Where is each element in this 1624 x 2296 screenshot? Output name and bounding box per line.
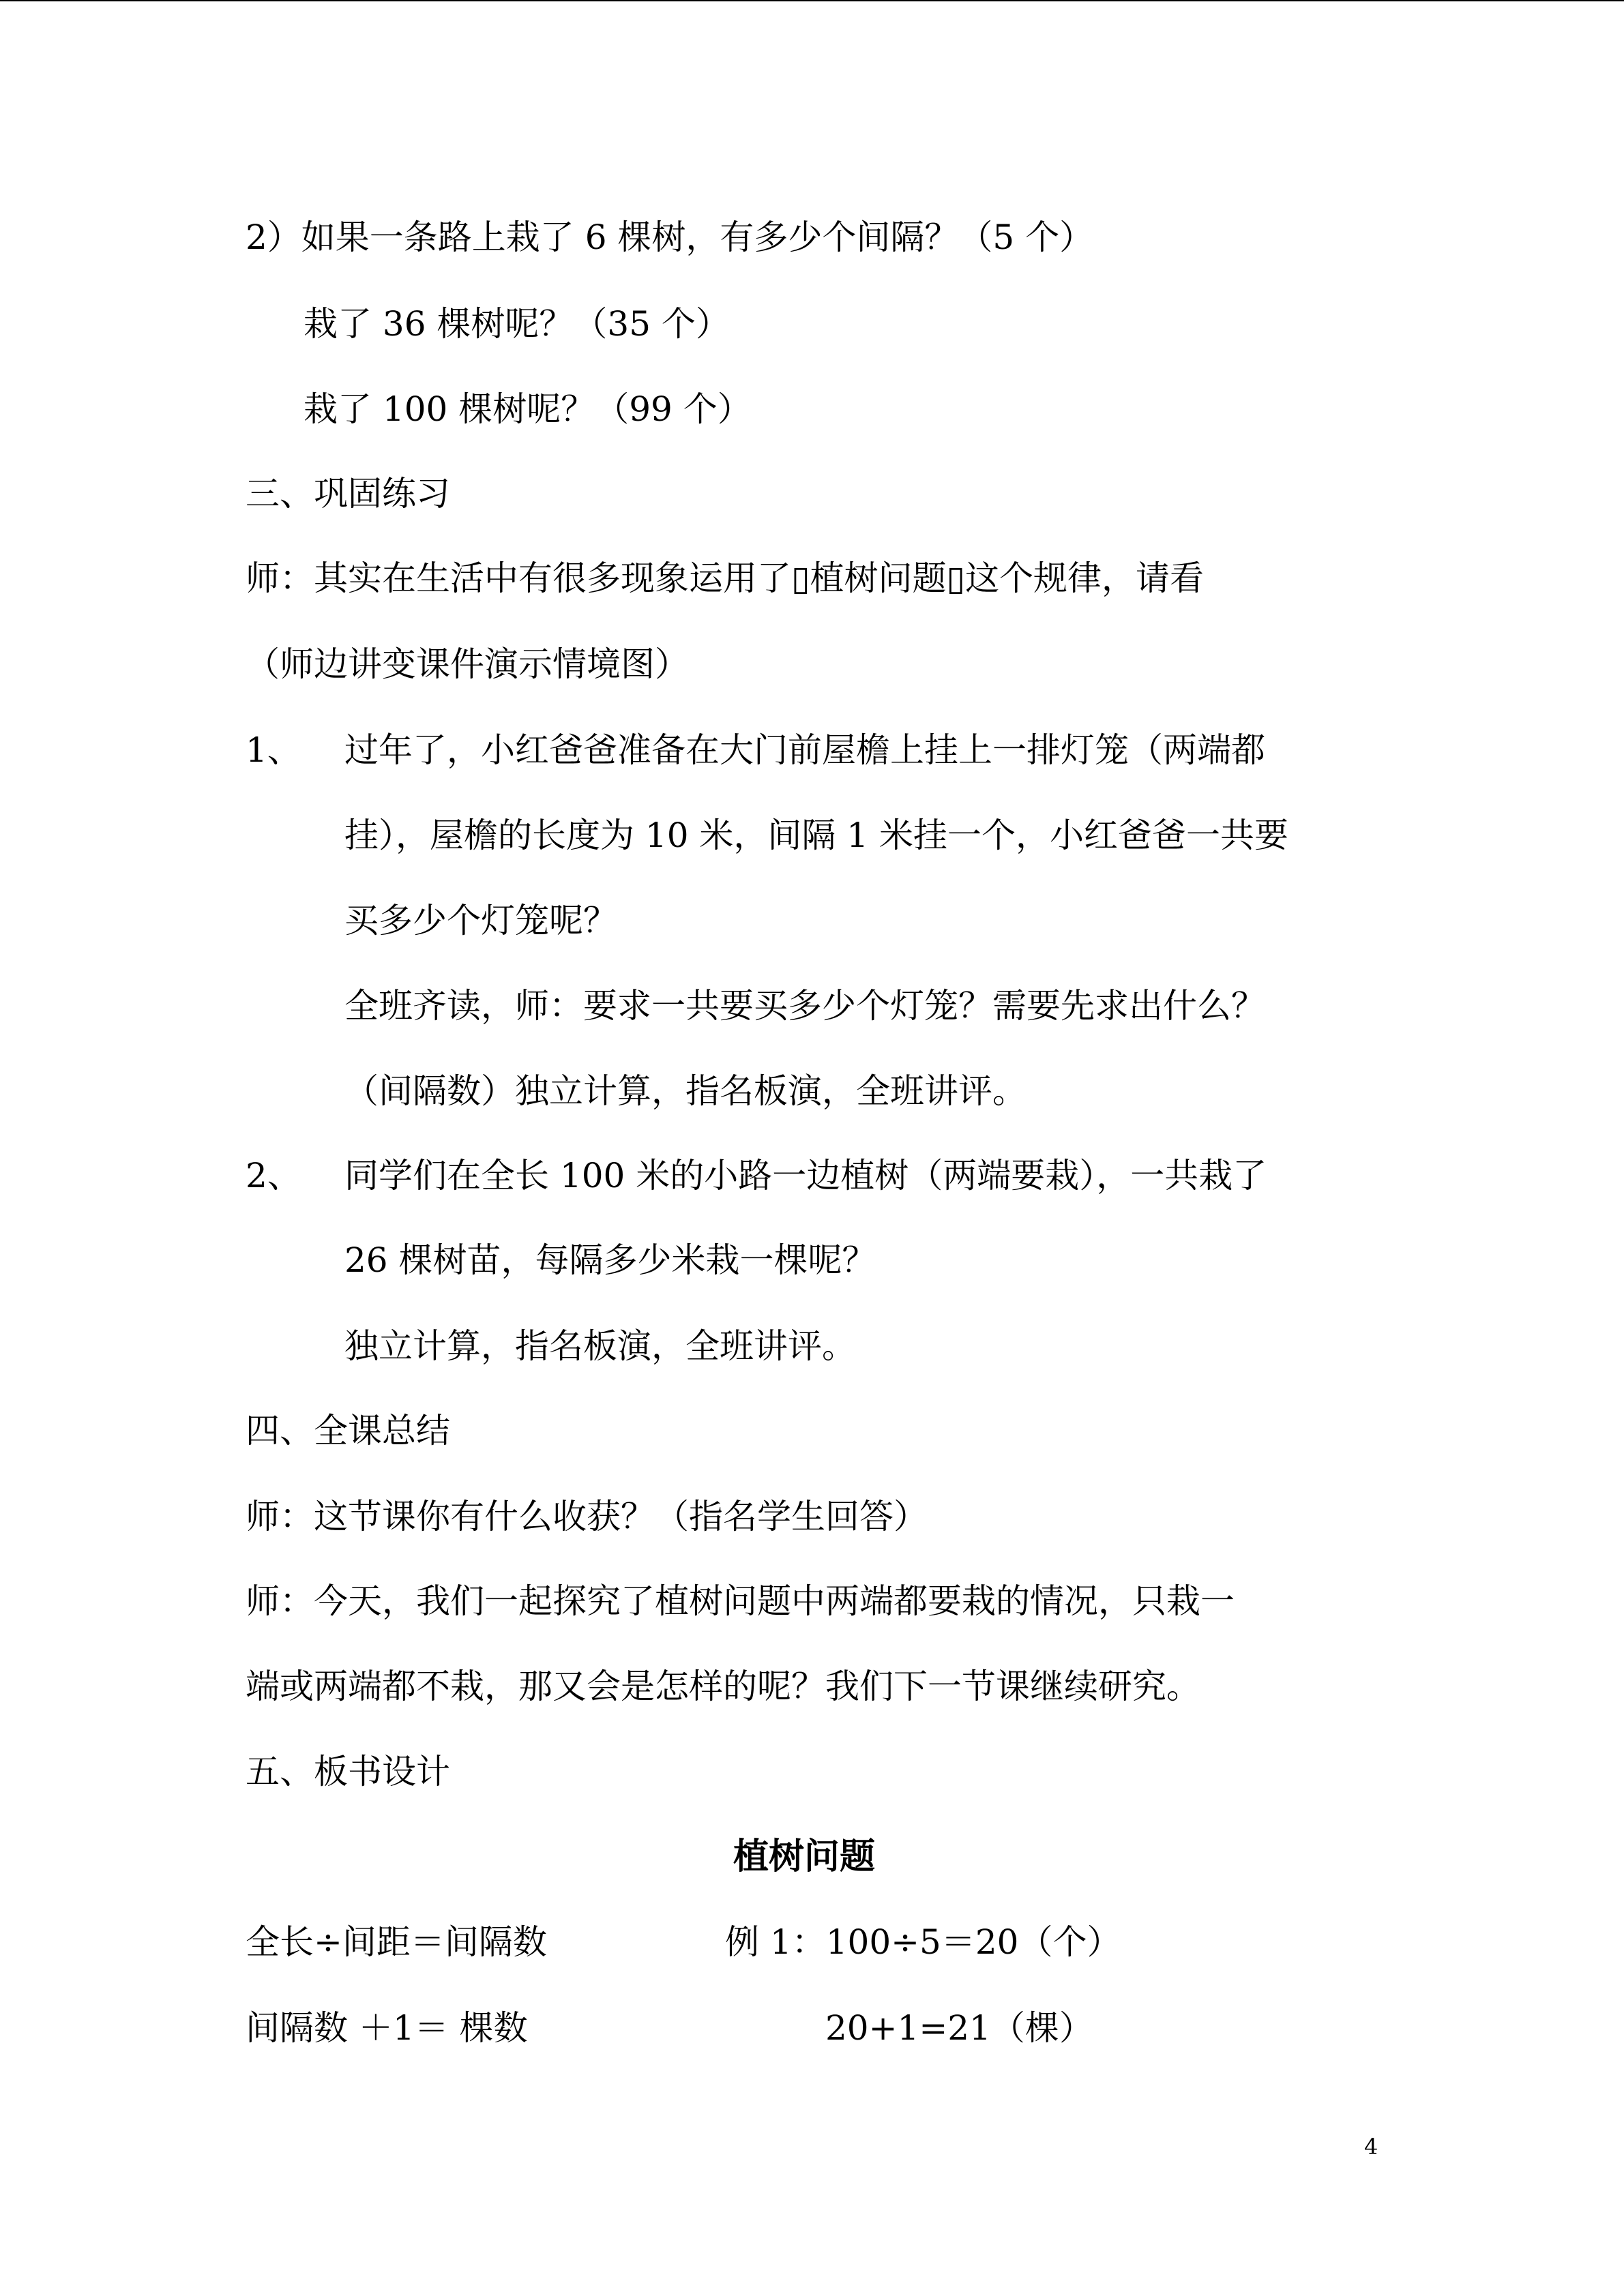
list-number: 1、 [246, 730, 301, 770]
list-item-text: 过年了，小红爸爸准备在大门前屋檐上挂上一排灯笼（两端都 [344, 730, 1265, 770]
list-item-text: 全班齐读，师：要求一共要买多少个灯笼？需要先求出什么？ [344, 986, 1265, 1026]
list-item-text: 挂），屋檐的长度为 10 米，间隔 1 米挂一个，小红爸爸一共要 [344, 816, 1289, 855]
section-heading: 五、板书设计 [246, 1752, 450, 1791]
list-item-text: （间隔数）独立计算，指名板演，全班讲评。 [344, 1071, 1027, 1111]
top-border [0, 0, 1624, 1]
board-title: 植树问题 [733, 1836, 876, 1877]
text-line: 栽了 100 棵树呢？（99 个） [304, 389, 752, 429]
list-item-text: 26 棵树苗，每隔多少米栽一棵呢？ [344, 1240, 876, 1280]
text-line: 端或两端都不栽，那又会是怎样的呢？我们下一节课继续研究。 [246, 1667, 1200, 1706]
text-line: 师：今天，我们一起探究了植树问题中两端都要栽的情况，只栽一 [246, 1581, 1235, 1621]
section-heading: 四、全课总结 [246, 1411, 450, 1450]
list-number: 2、 [246, 1156, 301, 1195]
list-item-text: 买多少个灯笼呢？ [344, 901, 617, 940]
text-line: 2）如果一条路上栽了 6 棵树，有多少个间隔？（5 个） [246, 218, 1094, 257]
list-item-text: 独立计算，指名板演，全班讲评。 [344, 1326, 856, 1366]
formula-right: 例 1：100÷5＝20（个） [725, 1922, 1121, 1962]
section-heading: 三、巩固练习 [246, 474, 450, 513]
text-line: 师：其实在生活中有很多现象运用了▯植树问题▯这个规律，请看 [246, 558, 1205, 598]
list-item-text: 同学们在全长 100 米的小路一边植树（两端要栽），一共栽了 [344, 1156, 1267, 1195]
formula-right: 20+1=21（棵） [825, 2008, 1093, 2048]
formula-left: 间隔数 ＋1＝ 棵数 [246, 2008, 528, 2048]
text-line: （师边讲变课件演示情境图） [246, 644, 689, 684]
page-number: 4 [1364, 2134, 1378, 2160]
text-line: 师：这节课你有什么收获？（指名学生回答） [246, 1497, 928, 1536]
text-line: 栽了 36 棵树呢？（35 个） [304, 304, 730, 344]
formula-left: 全长÷间距＝间隔数 [246, 1922, 547, 1962]
